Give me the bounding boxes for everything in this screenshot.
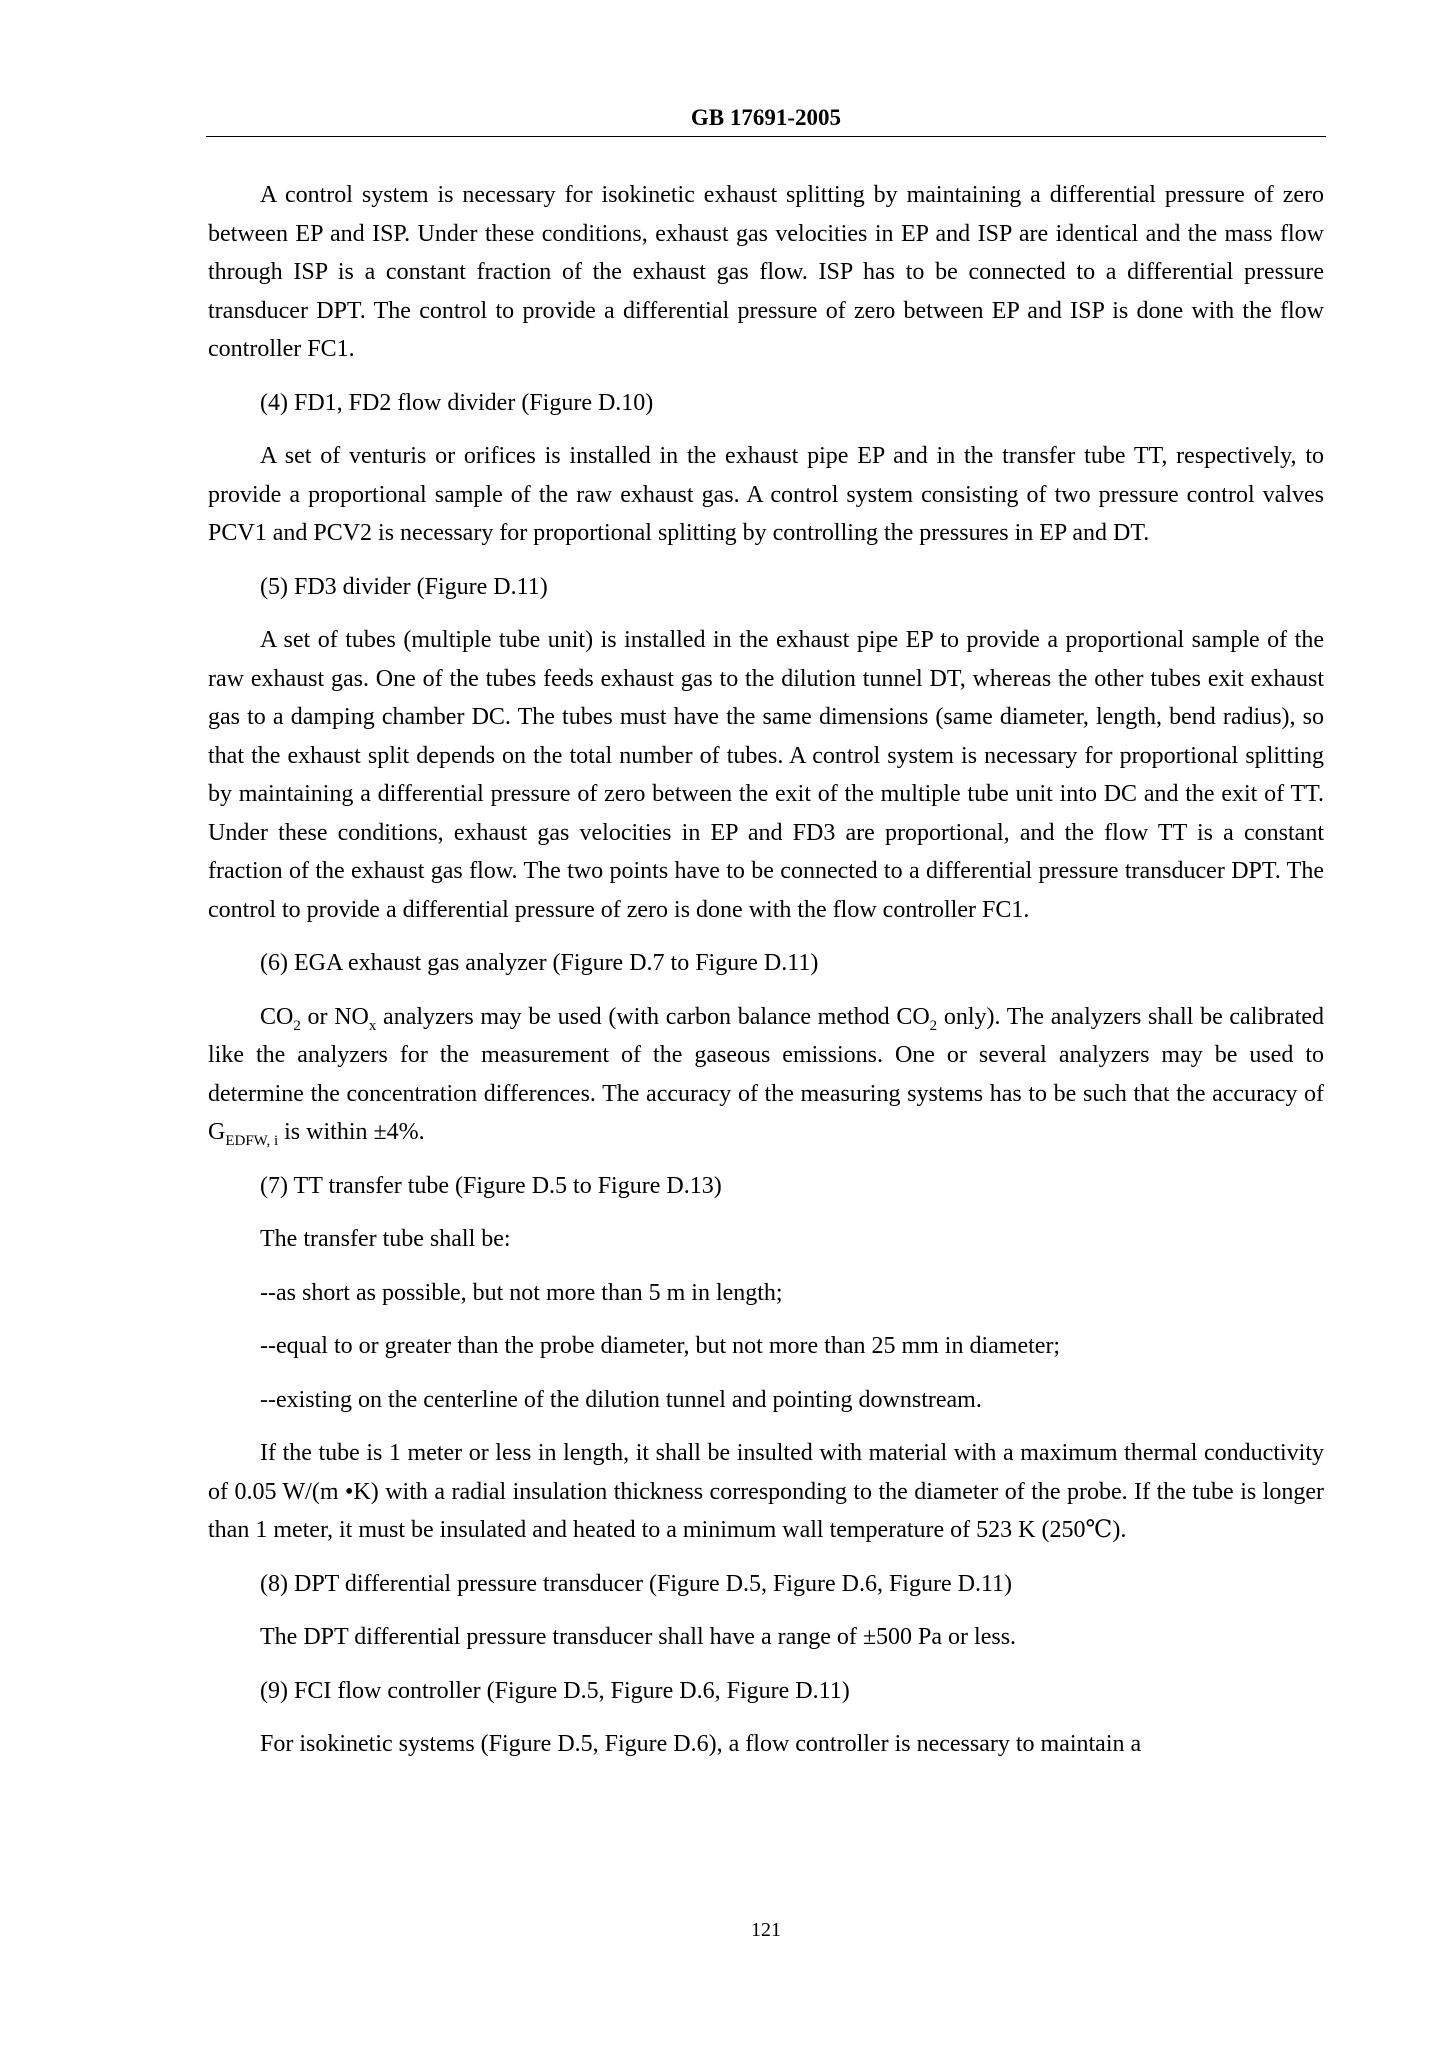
paragraph-isokinetic: For isokinetic systems (Figure D.5, Figure D.6), a flow controller is necessary to maintain a	[260, 1731, 1142, 1757]
heading-ega: (6) EGA exhaust gas analyzer (Figure D.7 to Figure D.11)	[260, 950, 819, 976]
paragraph-multiple-tubes: A set of tubes (multiple tube unit) is installed in the exhaust pipe EP to provide a proportional sample of the raw exhaust gas. One of the tubes feeds exhaust gas to the dilution tunnel DT, whereas the other tubes exit exhaust gas to a damping chamber DC. The tubes must have the same dimensions (same diameter, length, bend radius), so that the exhaust split depends on the total number of tubes. A control system is necessary for proportional splitting by maintaining a differential pressure of zero between the exit of the multiple tube unit into DC and the exit of TT. Under these conditions, exhaust gas velocities in EP and FD3 are proportional, and the flow TT is a constant fraction of the exhaust gas flow. The two points have to be connected to a differential pressure transducer DPT. The control to provide a differential pressure of zero is done with the flow controller FC1.	[208, 627, 1324, 923]
page-number: 121	[751, 1919, 781, 1941]
heading-fci: (9) FCI flow controller (Figure D.5, Figure D.6, Figure D.11)	[260, 1677, 850, 1704]
paragraph-venturis: A set of venturis or orifices is installed in the exhaust pipe EP and in the transfer tube TT, respectively, to provide a proportional sample of the raw exhaust gas. A control system consisting of two pressure control valves PCV1 and PCV2 is necessary for proportional splitting by controlling the pressures in EP and DT.	[208, 443, 1324, 546]
document-header: GB 17691-2005	[690, 105, 842, 130]
subscript-2b: 2	[929, 1017, 938, 1034]
subscript-edfw: EDFW, i	[225, 1132, 279, 1149]
heading-dpt: (8) DPT differential pressure transducer (Figure D.5, Figure D.6, Figure D.11)	[260, 1570, 1013, 1597]
analyzers-text-1: CO	[260, 1003, 294, 1030]
heading-tt: (7) TT transfer tube (Figure D.5 to Figure D.13)	[260, 1172, 722, 1199]
analyzers-text-3: analyzers may be used (with carbon balance method CO	[376, 1003, 930, 1030]
paragraph-isp-control: A control system is necessary for isokinetic exhaust splitting by maintaining a differential pressure of zero between EP and ISP. Under these conditions, exhaust gas velocities in EP and ISP are identical and the mass flow through ISP is a constant fraction of the exhaust gas flow. ISP has to be connected to a differential pressure transducer DPT. The control to provide a differential pressure of zero between EP and ISP is done with the flow controller FC1.	[208, 182, 1324, 362]
subscript-x: x	[368, 1017, 377, 1034]
analyzers-text-4: only). The analyzers shall be calibrated like the analyzers for the measurement of the gaseous emissions. One or several analyzers may be used to determine the concentration differences. The accuracy of the measuring systems has to be such that the accuracy of G	[208, 1003, 1325, 1145]
heading-fd3: (5) FD3 divider (Figure D.11)	[260, 573, 548, 600]
list-item-diameter: --equal to or greater than the probe diameter, but not more than 25 mm in diameter;	[260, 1333, 1061, 1359]
list-item-length: --as short as possible, but not more than 5 m in length;	[260, 1279, 783, 1306]
list-item-centerline: --existing on the centerline of the dilution tunnel and pointing downstream.	[260, 1386, 982, 1413]
paragraph-analyzers	[208, 998, 1324, 1152]
analyzers-text-5: is within ±4%.	[278, 1119, 425, 1145]
analyzers-text-2: or NO	[300, 1003, 369, 1030]
paragraph-insulation: If the tube is 1 meter or less in length, it shall be insulted with material with a maximum thermal conductivity of 0.05 W/(m •K) with a radial insulation thickness corresponding to the diameter of the probe. If the tube is longer than 1 meter, it must be insulated and heated to a minimum wall temperature of 523 K (250℃).	[208, 1440, 1324, 1543]
heading-fd1-fd2: (4) FD1, FD2 flow divider (Figure D.10)	[260, 389, 654, 416]
page-body	[208, 176, 1324, 1779]
subscript-2: 2	[293, 1017, 301, 1034]
paragraph-dpt-range: The DPT differential pressure transducer shall have a range of ±500 Pa or less.	[260, 1624, 1017, 1650]
paragraph-transfer-tube: The transfer tube shall be:	[260, 1226, 511, 1252]
header-rule	[206, 136, 1326, 137]
